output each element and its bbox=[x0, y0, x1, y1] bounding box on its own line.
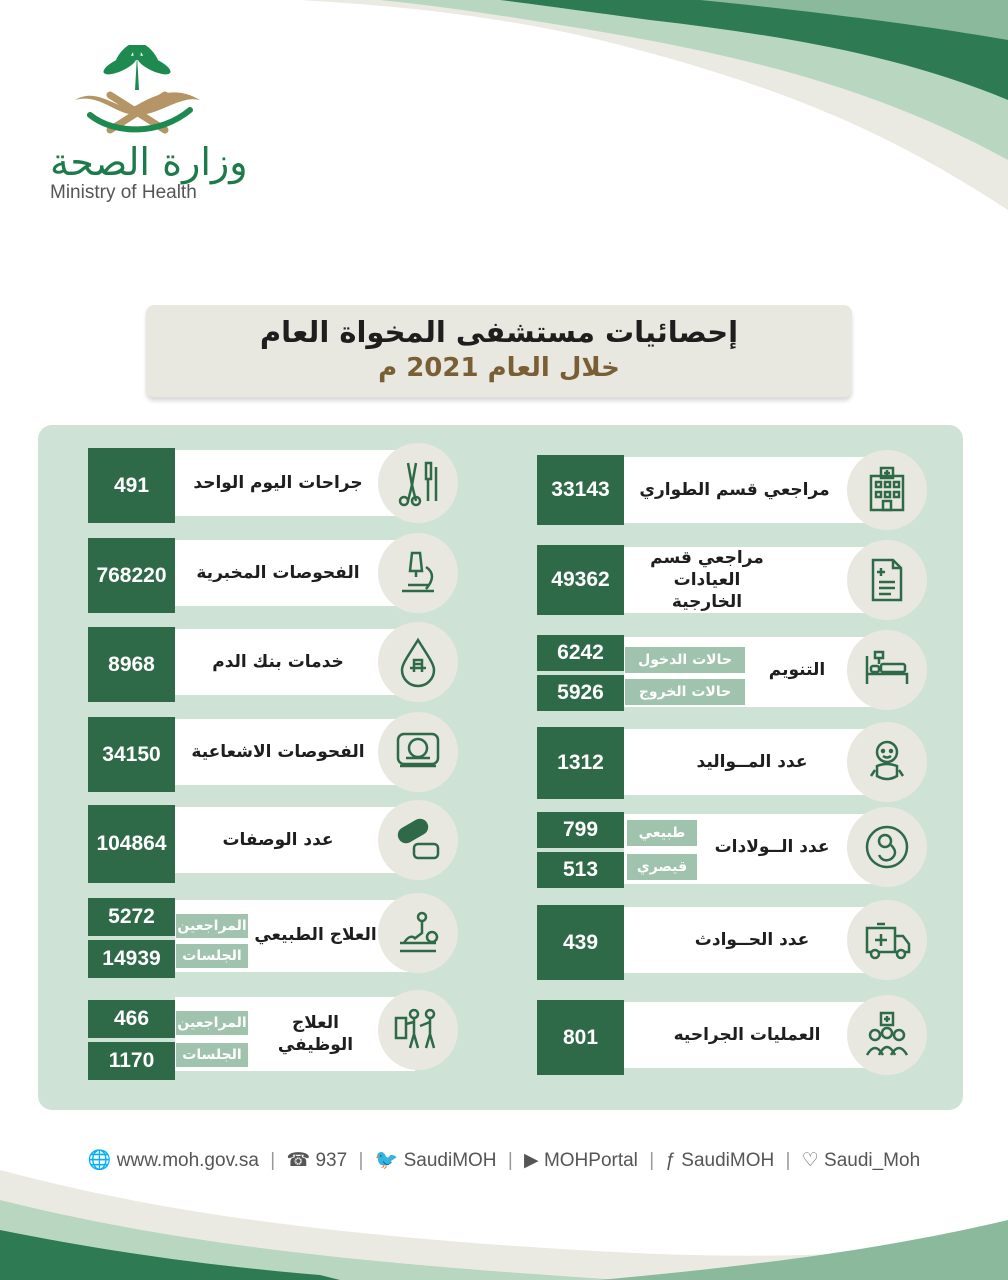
blood-drop-icon bbox=[378, 622, 458, 702]
stat-label: مراجعي قسم الطواري bbox=[639, 479, 830, 500]
stat-card-outpatient bbox=[537, 545, 927, 615]
snapchat-icon: ♡ bbox=[801, 1150, 819, 1171]
website-link[interactable]: www.moh.gov.sa bbox=[116, 1150, 259, 1171]
stat-label: الفحوصات المخبرية bbox=[196, 562, 360, 583]
stat-card-lab-tests bbox=[88, 538, 463, 608]
occupational-therapy-icon bbox=[378, 990, 458, 1070]
twitter-icon: 🐦 bbox=[374, 1150, 399, 1171]
stat-label: العلاج الوظيفي bbox=[277, 1012, 354, 1055]
globe-icon: 🌐 bbox=[87, 1150, 112, 1171]
stat-value: 801 bbox=[537, 1000, 624, 1075]
baby-icon bbox=[847, 722, 927, 802]
stat-label: جراحات اليوم الواحد bbox=[193, 472, 363, 493]
stat-label: العمليات الجراحيه bbox=[673, 1024, 821, 1045]
stat-value-discharges: 5926 bbox=[537, 675, 624, 711]
fetus-icon bbox=[847, 807, 927, 887]
youtube-handle[interactable]: MOHPortal bbox=[543, 1150, 638, 1171]
youtube-icon: ▶ bbox=[524, 1150, 539, 1171]
medical-report-icon bbox=[847, 540, 927, 620]
logo-arabic-text: وزارة الصحة bbox=[50, 140, 248, 184]
stat-label: التنويم bbox=[768, 659, 826, 680]
stat-value-sessions: 1170 bbox=[88, 1042, 175, 1080]
stat-label: عدد الــولادات bbox=[714, 836, 830, 857]
sub-label-sessions: الجلسات bbox=[176, 944, 248, 968]
stat-value-visitors: 466 bbox=[88, 1000, 175, 1038]
stat-value: 49362 bbox=[537, 545, 624, 615]
sub-label-cesarean: قيصري bbox=[627, 854, 697, 880]
hospital-bed-icon bbox=[847, 630, 927, 710]
stat-label: العلاج الطبيعي bbox=[254, 924, 377, 945]
phone-number[interactable]: 937 bbox=[315, 1150, 348, 1171]
sub-label-visitors: المراجعين bbox=[176, 914, 248, 938]
stat-value: 8968 bbox=[88, 627, 175, 702]
stat-card-deliveries bbox=[537, 812, 927, 888]
stat-value: 33143 bbox=[537, 455, 624, 525]
stat-card-inpatient bbox=[537, 635, 927, 711]
stat-card-physiotherapy bbox=[88, 898, 463, 978]
stat-card-day-surgery bbox=[88, 448, 463, 518]
hospital-building-icon bbox=[847, 450, 927, 530]
stat-label: عدد المــواليد bbox=[696, 751, 808, 772]
sub-label-visitors: المراجعين bbox=[176, 1011, 248, 1035]
stat-value-visitors: 5272 bbox=[88, 898, 175, 936]
stat-card-prescriptions bbox=[88, 805, 463, 875]
stat-value-sessions: 14939 bbox=[88, 940, 175, 978]
phone-icon: ☎ bbox=[286, 1150, 311, 1171]
stat-label: مراجعي قسم العيادات الخارجية bbox=[650, 547, 764, 613]
stat-card-births bbox=[537, 727, 927, 797]
surgeons-icon bbox=[847, 995, 927, 1075]
snapchat-handle[interactable]: Saudi_Moh bbox=[824, 1150, 921, 1171]
stat-card-emergency bbox=[537, 455, 927, 525]
physiotherapy-icon bbox=[378, 893, 458, 973]
stat-label: عدد الوصفات bbox=[222, 829, 334, 850]
twitter-handle[interactable]: SaudiMOH bbox=[403, 1150, 497, 1171]
stat-value-natural: 799 bbox=[537, 812, 624, 848]
mri-scanner-icon bbox=[378, 712, 458, 792]
page-title: إحصائيات مستشفى المخواة العام bbox=[259, 315, 739, 349]
stat-value: 34150 bbox=[88, 717, 175, 792]
stat-value: 768220 bbox=[88, 538, 175, 613]
stat-card-surgeries bbox=[537, 1000, 927, 1070]
capsule-icon bbox=[378, 800, 458, 880]
stat-card-occupational-therapy bbox=[88, 995, 463, 1080]
microscope-icon bbox=[378, 533, 458, 613]
sub-label-admissions: حالات الدخول bbox=[625, 647, 745, 673]
surgical-tools-icon bbox=[378, 443, 458, 523]
logo-english-text: Ministry of Health bbox=[50, 182, 197, 203]
stat-value: 491 bbox=[88, 448, 175, 523]
stat-value: 1312 bbox=[537, 727, 624, 799]
sub-label-discharges: حالات الخروج bbox=[625, 679, 745, 705]
page-subtitle: خلال العام 2021 م bbox=[378, 353, 620, 383]
stat-label: الفحوصات الاشعاعية bbox=[191, 741, 365, 762]
facebook-icon: ƒ bbox=[665, 1150, 676, 1171]
stat-card-accidents bbox=[537, 905, 927, 975]
stat-value-admissions: 6242 bbox=[537, 635, 624, 671]
ambulance-icon bbox=[847, 900, 927, 980]
stat-label: خدمات بنك الدم bbox=[212, 651, 344, 672]
sub-label-sessions: الجلسات bbox=[176, 1043, 248, 1067]
sub-label-natural: طبيعي bbox=[627, 820, 697, 846]
bottom-wave-decoration bbox=[0, 1150, 1008, 1280]
stat-card-blood-bank bbox=[88, 627, 463, 697]
stat-value-cesarean: 513 bbox=[537, 852, 624, 888]
stat-value: 104864 bbox=[88, 805, 175, 883]
stat-value: 439 bbox=[537, 905, 624, 980]
title-box bbox=[146, 305, 852, 397]
stat-label: عدد الحــوادث bbox=[694, 929, 810, 950]
stat-card-radiology bbox=[88, 717, 463, 787]
footer-contacts: 🌐 www.moh.gov.sa | ☎ 937 | 🐦 SaudiMOH | ▶ MOHPortal | ƒ SaudiMOH | ♡ Saudi_Moh bbox=[87, 1150, 921, 1171]
facebook-handle[interactable]: SaudiMOH bbox=[681, 1150, 775, 1171]
